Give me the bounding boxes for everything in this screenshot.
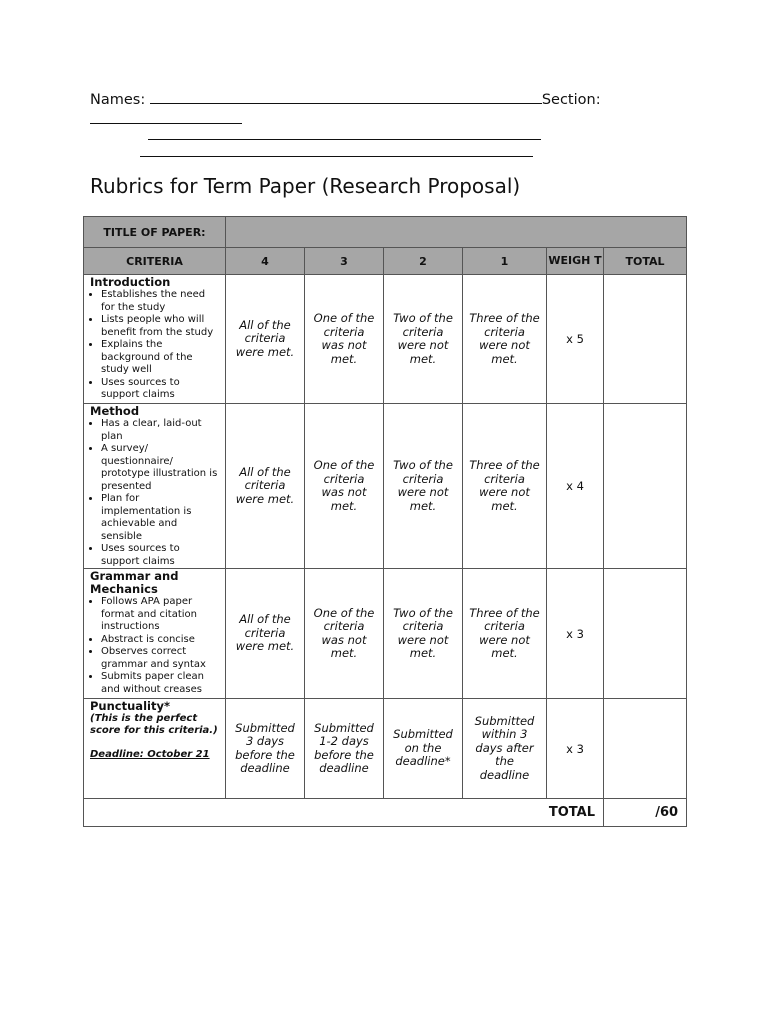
col-total: TOTAL [604, 248, 687, 275]
criteria-note: (This is the perfect score for this criteria.) [90, 713, 218, 736]
bullet-item: • Uses sources to support claims [101, 543, 221, 568]
criteria-bullets [90, 289, 221, 402]
criteria-method [84, 404, 226, 569]
level-4-cell: All of the criteria were met. [226, 275, 305, 404]
level-3-cell: Submitted 1-2 days before the deadline [305, 699, 384, 799]
total-cell[interactable] [604, 699, 687, 799]
level-1-cell: Three of the criteria were not met. [463, 569, 547, 699]
bullet-item: • Has a clear, laid-out plan [101, 418, 221, 443]
bullet-item: • Lists people who will benefit from the study [101, 314, 221, 339]
bullet-item: • Observes correct grammar and syntax [101, 646, 221, 671]
grand-total-value: /60 [604, 799, 687, 827]
grand-total-row [84, 799, 687, 827]
title-of-paper-field[interactable] [226, 217, 687, 248]
names-blank-3[interactable] [140, 156, 533, 157]
names-line [90, 92, 601, 108]
names-line-2 [148, 128, 541, 144]
level-3-cell: One of the criteria was not met. [305, 569, 384, 699]
level-4-cell: Submitted 3 days before the deadline [226, 699, 305, 799]
section-line [90, 112, 242, 128]
title-row [84, 217, 687, 248]
criteria-bullets [90, 596, 221, 696]
total-cell[interactable] [604, 569, 687, 699]
level-2-cell: Two of the criteria were not met. [384, 275, 463, 404]
grand-total-label: TOTAL [84, 799, 604, 827]
col-criteria: CRITERIA [84, 248, 226, 275]
names-blank-1[interactable] [150, 103, 542, 104]
level-1-cell: Three of the criteria were not met. [463, 275, 547, 404]
criteria-title: Punctuality* [90, 699, 170, 713]
level-1-cell: Three of the criteria were not met. [463, 404, 547, 569]
page-title: Rubrics for Term Paper (Research Proposal) [90, 174, 521, 198]
level-4-cell: All of the criteria were met. [226, 569, 305, 699]
section-blank[interactable] [90, 123, 242, 124]
weight-cell: x 3 [547, 569, 604, 699]
total-cell[interactable] [604, 404, 687, 569]
bullet-item: • A survey/ questionnaire/ prototype illustration is presented [101, 443, 221, 493]
criteria-grammar-mechanics [84, 569, 226, 699]
level-4-cell: All of the criteria were met. [226, 404, 305, 569]
rubric-table [83, 216, 687, 827]
names-line-3 [140, 145, 533, 161]
section-label: Section: [541, 92, 601, 108]
col-3: 3 [305, 248, 384, 275]
criteria-title: Method [90, 404, 140, 418]
level-2-cell: Two of the criteria were not met. [384, 569, 463, 699]
level-3-cell: One of the criteria was not met. [305, 275, 384, 404]
bullet-item: • Establishes the need for the study [101, 289, 221, 314]
table-row [84, 699, 687, 799]
bullet-item: • Abstract is concise [101, 634, 221, 647]
bullet-item: • Follows APA paper format and citation instructions [101, 596, 221, 634]
table-row [84, 404, 687, 569]
col-1: 1 [463, 248, 547, 275]
criteria-bullets [90, 418, 221, 568]
bullet-item: • Uses sources to support claims [101, 377, 221, 402]
weight-cell: x 3 [547, 699, 604, 799]
deadline-text: Deadline: October 21 [90, 749, 210, 760]
level-1-cell: Submitted within 3 days after the deadline [463, 699, 547, 799]
col-weight: WEIGH T [547, 248, 604, 275]
names-label: Names: [90, 92, 146, 108]
col-4: 4 [226, 248, 305, 275]
weight-cell: x 5 [547, 275, 604, 404]
weight-cell: x 4 [547, 404, 604, 569]
title-of-paper-label: TITLE OF PAPER: [84, 217, 226, 248]
criteria-title: Introduction [90, 275, 171, 289]
col-2: 2 [384, 248, 463, 275]
criteria-punctuality [84, 699, 226, 799]
criteria-introduction [84, 275, 226, 404]
total-cell[interactable] [604, 275, 687, 404]
bullet-item: • Plan for implementation is achievable and sensible [101, 493, 221, 543]
bullet-item: • Submits paper clean and without creases [101, 671, 221, 696]
criteria-title: Grammar and Mechanics [90, 569, 179, 596]
level-2-cell: Two of the criteria were not met. [384, 404, 463, 569]
bullet-item: • Explains the background of the study well [101, 339, 221, 377]
level-2-cell: Submitted on the deadline* [384, 699, 463, 799]
table-row [84, 569, 687, 699]
names-blank-2[interactable] [148, 139, 541, 140]
table-row [84, 275, 687, 404]
level-3-cell: One of the criteria was not met. [305, 404, 384, 569]
header-row [84, 248, 687, 275]
